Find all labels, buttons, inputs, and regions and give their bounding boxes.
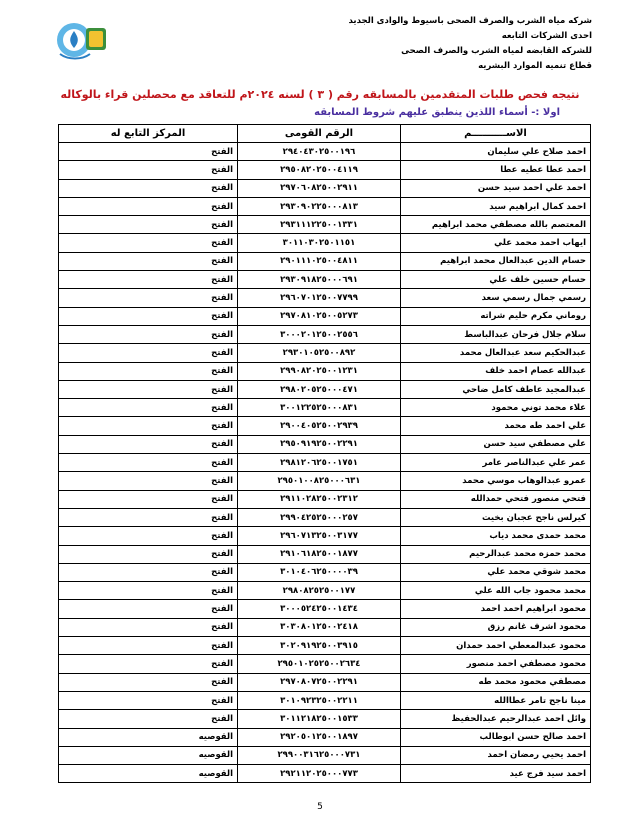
national-id-cell: ٣٠١١٢١٨٢٥٠٠١٥٣٣ xyxy=(238,710,401,728)
center-cell: الفتح xyxy=(59,563,238,581)
applicant-name-cell: مينا ناجح تامر عطاالله xyxy=(401,691,591,709)
table-row xyxy=(59,728,591,746)
center-cell: الفتح xyxy=(59,508,238,526)
table-row xyxy=(59,271,591,289)
applicant-name-cell: رسمي جمال رسمي سعد xyxy=(401,289,591,307)
national-id-cell: ٢٩٧٠٦٠٨٢٥٠٠٢٩١١ xyxy=(238,179,401,197)
center-cell: الفتح xyxy=(59,600,238,618)
national-id-cell: ٣٠٠٠٢٠١٢٥٠٠٢٥٥٦ xyxy=(238,325,401,343)
table-row xyxy=(59,325,591,343)
table-row xyxy=(59,216,591,234)
table-row xyxy=(59,691,591,709)
table-row xyxy=(59,435,591,453)
center-cell: الفتح xyxy=(59,637,238,655)
table-row xyxy=(59,655,591,673)
center-cell: الفتح xyxy=(59,710,238,728)
national-id-cell: ٣٠٣٠٨٠١٢٥٠٠٢٤١٨ xyxy=(238,618,401,636)
national-id-cell: ٢٩٣٠٩١٨٢٥٠٠٠٦٩١ xyxy=(238,271,401,289)
table-header xyxy=(59,125,591,143)
applicant-name-cell: علي احمد طه محمد xyxy=(401,417,591,435)
applicant-name-cell: حسام الدين عبدالعال محمد ابراهيم xyxy=(401,252,591,270)
table-row xyxy=(59,234,591,252)
table-row xyxy=(59,545,591,563)
national-id-cell: ٣٠٢٠٩١٩٢٥٠٠٣٩١٥ xyxy=(238,637,401,655)
table-row xyxy=(59,563,591,581)
national-id-cell: ٢٩٥٠١٠٢٥٢٥٠٠٢٦٣٤ xyxy=(238,655,401,673)
table-row xyxy=(59,417,591,435)
applicant-name-cell: عبدالله عصام احمد خلف xyxy=(401,362,591,380)
table-row xyxy=(59,746,591,764)
applicant-name-cell: ايهاب احمد محمد علي xyxy=(401,234,591,252)
center-cell: الفتح xyxy=(59,472,238,490)
column-header-name: الاســــــــــم xyxy=(401,125,591,143)
section-subtitle: اولا :- أسماء اللذين ينطبق عليهم شروط المسابقه xyxy=(314,107,560,118)
national-id-cell: ٢٩٦٠٧٠١٢٥٠٠٧٧٩٩ xyxy=(238,289,401,307)
center-cell: الفتح xyxy=(59,673,238,691)
column-header-national-id: الرقم القومى xyxy=(238,125,401,143)
applicant-name-cell: محمود اشرف غانم رزق xyxy=(401,618,591,636)
national-id-cell: ٢٩٥٠١٠٠٨٢٥٠٠٠٦٣١ xyxy=(238,472,401,490)
table-row xyxy=(59,161,591,179)
national-id-cell: ٣٠٠١٢٢٥٢٥٠٠٠٨٣١ xyxy=(238,399,401,417)
applicant-name-cell: احمد علي احمد سيد حسن xyxy=(401,179,591,197)
applicant-name-cell: روماني مكرم حليم شراته xyxy=(401,307,591,325)
applicant-name-cell: وائل احمد عبدالرحيم عبدالحفيظ xyxy=(401,710,591,728)
applicant-name-cell: احمد يحيي رمضان احمد xyxy=(401,746,591,764)
header-line-company: شركه مياه الشرب والصرف الصحى باسيوط والوادى الجديد xyxy=(348,16,592,26)
header-line-holding: للشركه القابضه لمياه الشرب والصرف الصحى xyxy=(401,46,592,56)
table-row xyxy=(59,673,591,691)
table-row xyxy=(59,637,591,655)
center-cell: الفتح xyxy=(59,399,238,417)
center-cell: الفتح xyxy=(59,582,238,600)
applicant-name-cell: محمد شوقي محمد علي xyxy=(401,563,591,581)
national-id-cell: ٢٩٥٠٨٢٠٢٥٠٠٤١١٩ xyxy=(238,161,401,179)
national-id-cell: ٢٩٨٠٨٢٥٢٥٠٠١٧٧ xyxy=(238,582,401,600)
page-number: 5 xyxy=(317,802,323,812)
column-header-center: المركز التابع له xyxy=(59,125,238,143)
center-cell: الفتح xyxy=(59,252,238,270)
applicant-name-cell: محمد حمزه محمد عبدالرحيم xyxy=(401,545,591,563)
national-id-cell: ٢٩٠١١١٠٢٥٠٠٤٨١١ xyxy=(238,252,401,270)
table-row xyxy=(59,362,591,380)
center-cell: الفتح xyxy=(59,325,238,343)
center-cell: الفتح xyxy=(59,161,238,179)
table-row xyxy=(59,399,591,417)
national-id-cell: ٢٩٦٠٧١٣٢٥٠٠٣١٧٧ xyxy=(238,527,401,545)
table-row xyxy=(59,765,591,783)
center-cell: الفتح xyxy=(59,435,238,453)
applicant-name-cell: احمد سيد فرج عيد xyxy=(401,765,591,783)
applicant-name-cell: عبدالمجيد عاطف كامل ضاحي xyxy=(401,380,591,398)
center-cell: القوصيه xyxy=(59,765,238,783)
national-id-cell: ٢٩٣١١١٢٢٥٠٠١٣٣١ xyxy=(238,216,401,234)
table-row xyxy=(59,454,591,472)
national-id-cell: ٢٩٢١١٢٠٢٥٠٠٠٧٧٣ xyxy=(238,765,401,783)
center-cell: الفتح xyxy=(59,143,238,161)
page-title: نتيجه فحص طلبات المتقدمين بالمسابقه رقم ( ٣ ) لسنه ٢٠٢٤م للتعاقد مع محصلين قراء بالوكاله xyxy=(60,88,580,101)
applicant-name-cell: مصطفي محمود محمد طه xyxy=(401,673,591,691)
company-header xyxy=(332,14,592,74)
applicant-name-cell: محمد محمود جاب الله علي xyxy=(401,582,591,600)
national-id-cell: ٢٩٥٠٩١٩٢٥٠٠٢٢٩١ xyxy=(238,435,401,453)
table-row xyxy=(59,508,591,526)
center-cell: الفتح xyxy=(59,454,238,472)
applicant-name-cell: عمر علي عبدالناصر عامر xyxy=(401,454,591,472)
center-cell: الفتح xyxy=(59,380,238,398)
center-cell: الفتح xyxy=(59,216,238,234)
national-id-cell: ٢٩٩٠٤٢٥٢٥٠٠٠٢٥٧ xyxy=(238,508,401,526)
center-cell: الفتح xyxy=(59,344,238,362)
applicant-name-cell: علاء محمد توني محمود xyxy=(401,399,591,417)
applicant-name-cell: عبدالحكيم سعد عبدالعال محمد xyxy=(401,344,591,362)
national-id-cell: ٢٩٩٠٠٣١٦٢٥٠٠٠٧٣١ xyxy=(238,746,401,764)
national-id-cell: ٣٠١٠٤٠٦٢٥٠٠٠٠٣٩ xyxy=(238,563,401,581)
table-row xyxy=(59,527,591,545)
center-cell: الفتح xyxy=(59,362,238,380)
applicant-name-cell: محمود ابراهيم احمد احمد xyxy=(401,600,591,618)
applicant-name-cell: عمرو عبدالوهاب موسي محمد xyxy=(401,472,591,490)
applicant-name-cell: محمود عبدالمعطي احمد حمدان xyxy=(401,637,591,655)
center-cell: الفتح xyxy=(59,655,238,673)
applicant-name-cell: احمد كمال ابراهيم سيد xyxy=(401,197,591,215)
national-id-cell: ٣٠١٠٩٢٣٢٥٠٠٢٢١١ xyxy=(238,691,401,709)
header-line-sector: قطاع تنميه الموارد البشريه xyxy=(478,61,592,71)
table-row xyxy=(59,380,591,398)
applicant-name-cell: احمد صالح حسن ابوطالب xyxy=(401,728,591,746)
center-cell: الفتح xyxy=(59,271,238,289)
applicant-name-cell: محمود مصطفي احمد منصور xyxy=(401,655,591,673)
applicant-name-cell: احمد صلاح علي سليمان xyxy=(401,143,591,161)
national-id-cell: ٢٩٩٠٨٢٠٢٥٠٠١٢٣١ xyxy=(238,362,401,380)
center-cell: الفتح xyxy=(59,545,238,563)
table-row xyxy=(59,618,591,636)
table-row xyxy=(59,143,591,161)
national-id-cell: ٢٩٣٠١٠٥٢٥٠٠٨٩٢ xyxy=(238,344,401,362)
national-id-cell: ٢٩١٠٦١٨٢٥٠٠١٨٧٧ xyxy=(238,545,401,563)
table-body xyxy=(59,143,591,783)
applicant-name-cell: احمد عطا عطيه عطا xyxy=(401,161,591,179)
national-id-cell: ٣٠٠٠٥٢٤٢٥٠٠١٤٣٤ xyxy=(238,600,401,618)
center-cell: القوصيه xyxy=(59,728,238,746)
table-row xyxy=(59,197,591,215)
applicants-table xyxy=(58,124,591,783)
national-id-cell: ٣٠١١٠٣٠٢٥٠١١٥١ xyxy=(238,234,401,252)
national-id-cell: ٢٩٢٠٥٠١٢٥٠٠١٨٩٧ xyxy=(238,728,401,746)
applicant-name-cell: محمد حمدى محمد دياب xyxy=(401,527,591,545)
center-cell: الفتح xyxy=(59,307,238,325)
center-cell: الفتح xyxy=(59,234,238,252)
national-id-cell: ٢٩٣٠٩٠٢٢٥٠٠٠٨١٣ xyxy=(238,197,401,215)
applicant-name-cell: سلام جلال فرحان عبدالباسط xyxy=(401,325,591,343)
center-cell: الفتح xyxy=(59,490,238,508)
table-row xyxy=(59,252,591,270)
national-id-cell: ٢٩١١٠٢٨٢٥٠٠٢٣١٢ xyxy=(238,490,401,508)
table-row xyxy=(59,307,591,325)
table-row xyxy=(59,344,591,362)
applicant-name-cell: حسام حسين خلف علي xyxy=(401,271,591,289)
center-cell: القوصيه xyxy=(59,746,238,764)
header-line-affiliate: احدى الشركات التابعه xyxy=(501,31,592,41)
table-row xyxy=(59,490,591,508)
table-row xyxy=(59,472,591,490)
center-cell: الفتح xyxy=(59,197,238,215)
national-id-cell: ٢٩٠٠٤٠٥٢٥٠٠٢٩٣٩ xyxy=(238,417,401,435)
national-id-cell: ٢٩٧٠٨٠٧٢٥٠٠٢٢٩١ xyxy=(238,673,401,691)
national-id-cell: ٢٩٨٠٢٠٥٢٥٠٠٠٤٧١ xyxy=(238,380,401,398)
national-id-cell: ٢٩٨١٢٠٦٢٥٠٠١٧٥١ xyxy=(238,454,401,472)
center-cell: الفتح xyxy=(59,527,238,545)
national-id-cell: ٢٩٤٠٤٣٠٢٥٠٠١٩٦ xyxy=(238,143,401,161)
table-row xyxy=(59,289,591,307)
national-id-cell: ٢٩٧٠٨١٠٢٥٠٠٥٢٧٣ xyxy=(238,307,401,325)
center-cell: الفتح xyxy=(59,179,238,197)
center-cell: الفتح xyxy=(59,618,238,636)
table-row xyxy=(59,179,591,197)
table-row xyxy=(59,710,591,728)
center-cell: الفتح xyxy=(59,417,238,435)
applicant-name-cell: علي مصطفي سيد حسن xyxy=(401,435,591,453)
applicant-name-cell: فتحي منصور فتحي حمدالله xyxy=(401,490,591,508)
center-cell: الفتح xyxy=(59,289,238,307)
applicant-name-cell: كيرلس ناجح عجبان بخيت xyxy=(401,508,591,526)
company-logo-icon xyxy=(52,16,110,64)
center-cell: الفتح xyxy=(59,691,238,709)
table-row xyxy=(59,600,591,618)
applicant-name-cell: المعتصم بالله مصطفي محمد ابراهيم xyxy=(401,216,591,234)
table-row xyxy=(59,582,591,600)
